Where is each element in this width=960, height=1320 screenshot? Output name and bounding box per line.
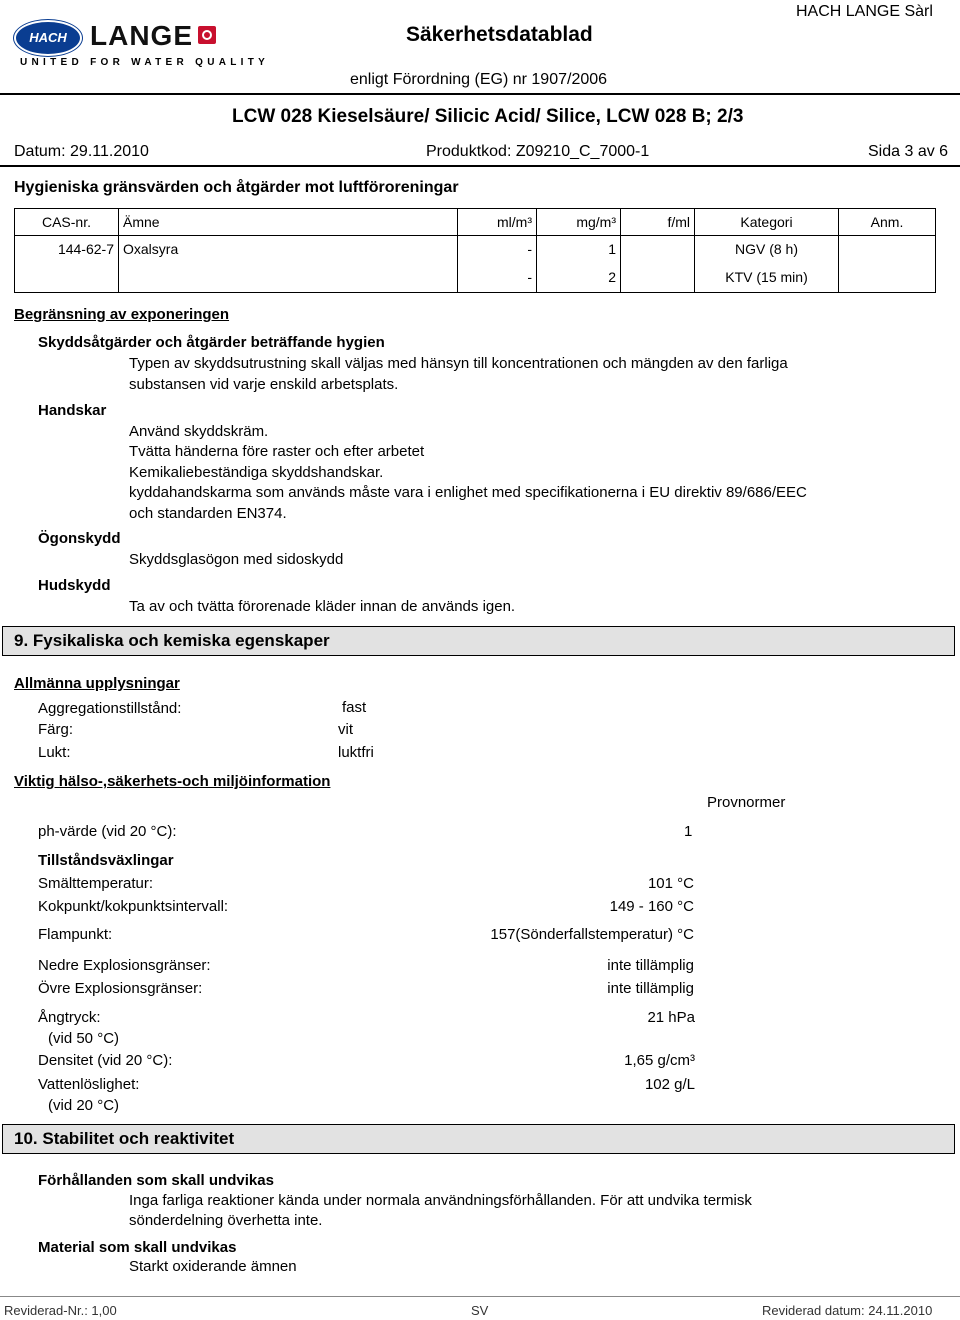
- hygiene-heading: Skyddsåtgärder och åtgärder beträffande hygien: [38, 334, 385, 351]
- product-title: LCW 028 Kieselsäure/ Silicic Acid/ Silice, LCW 028 B; 2/3: [232, 106, 744, 127]
- skin-label: Hudskydd: [38, 577, 111, 594]
- header-rule-top: [0, 93, 960, 95]
- solubility-label: Vattenlöslighet:: [38, 1076, 140, 1093]
- table-header-row: [15, 209, 936, 236]
- avoid-materials-heading: Material som skall undvikas: [38, 1239, 237, 1256]
- eyes-text: Skyddsglasögon med sidoskydd: [129, 551, 344, 568]
- cell-fml: [621, 236, 695, 263]
- revision-date: Reviderad datum: 24.11.2010: [762, 1303, 933, 1318]
- hygiene-text-line1: Typen av skyddsutrustning skall väljas med hänsyn till koncentrationen och mängden av den farliga: [129, 355, 788, 372]
- important-info-heading: Viktig hälso-,säkerhets-och miljöinformation: [14, 773, 331, 790]
- hands-label: Handskar: [38, 402, 107, 419]
- upper-explosion-label: Övre Explosionsgränser:: [38, 980, 203, 997]
- document-title: Säkerhetsdatablad: [406, 23, 593, 46]
- col-fml: f/ml: [621, 209, 695, 236]
- limits-heading: Hygieniska gränsvärden och åtgärder mot luftföroreningar: [14, 179, 459, 196]
- ph-value: 1: [684, 823, 693, 840]
- exposure-limits-table: [14, 208, 936, 293]
- color-label: Färg:: [38, 721, 74, 738]
- cell-cas: [15, 262, 119, 293]
- section-10-header: [2, 1124, 955, 1154]
- section-9-header: [2, 626, 955, 656]
- cell-mg: 1: [537, 236, 621, 263]
- col-cas: CAS-nr.: [15, 209, 119, 236]
- cell-cas: 144-62-7: [15, 236, 119, 263]
- cell-ml: -: [458, 262, 537, 293]
- lange-logo-mark-icon: [198, 26, 216, 44]
- boiling-label: Kokpunkt/kokpunktsintervall:: [38, 898, 229, 915]
- regulation-text: enligt Förordning (EG) nr 1907/2006: [350, 71, 608, 88]
- cell-note: [839, 236, 936, 263]
- avoid-conditions-text-line1: Inga farliga reaktioner kända under normala användningsförhållanden. För att undvika termisk: [129, 1192, 752, 1209]
- lange-logo: LANGE: [90, 20, 193, 51]
- hach-logo-text: HACH: [29, 30, 67, 45]
- col-ml: ml/m³: [458, 209, 537, 236]
- lower-explosion-label: Nedre Explosionsgränser:: [38, 957, 211, 974]
- col-mg: mg/m³: [537, 209, 621, 236]
- cell-mg: 2: [537, 262, 621, 293]
- hygiene-text-line2: substansen vid varje enskild arbetsplats.: [129, 376, 399, 393]
- cell-fml: [621, 262, 695, 293]
- language-code: SV: [471, 1303, 489, 1318]
- page-number: Sida 3 av 6: [868, 143, 949, 160]
- hands-text-line: Använd skyddskräm.: [129, 423, 269, 440]
- transitions-heading: Tillståndsväxlingar: [38, 852, 174, 869]
- cell-category: KTV (15 min): [695, 262, 839, 293]
- boiling-value: 149 - 160 °C: [609, 898, 694, 915]
- section-10-title: 10. Stabilitet och reaktivitet: [14, 1129, 235, 1148]
- header-rule-bottom: [0, 165, 960, 167]
- hands-text-line: kyddahandskarma som används måste vara i enlighet med specifikationerna i EU direktiv 89/686/EEC: [129, 484, 807, 501]
- vapor-pressure-label: Ångtryck:: [38, 1009, 101, 1026]
- logo-tagline: UNITED FOR WATER QUALITY: [20, 57, 270, 68]
- upper-explosion-value: inte tillämplig: [607, 980, 694, 997]
- avoid-conditions-heading: Förhållanden som skall undvikas: [38, 1172, 274, 1189]
- footer-rule: [0, 1296, 960, 1297]
- product-code: Produktkod: Z09210_C_7000-1: [426, 143, 650, 160]
- state-value: fast: [342, 699, 367, 716]
- cell-substance: Oxalsyra: [119, 236, 458, 263]
- density-value: 1,65 g/cm³: [624, 1052, 695, 1069]
- ph-label: ph-värde (vid 20 °C):: [38, 823, 177, 840]
- table-row: [15, 262, 936, 293]
- col-note: Anm.: [839, 209, 936, 236]
- cell-category: NGV (8 h): [695, 236, 839, 263]
- eyes-label: Ögonskydd: [38, 530, 121, 547]
- col-substance: Ämne: [119, 209, 458, 236]
- hands-text-line: Kemikaliebeständiga skyddshandskar.: [129, 464, 384, 481]
- company-name: HACH LANGE Sàrl: [796, 3, 933, 20]
- density-label: Densitet (vid 20 °C):: [38, 1052, 173, 1069]
- exposure-heading: Begränsning av exponeringen: [14, 306, 230, 323]
- avoid-materials-text: Starkt oxiderande ämnen: [129, 1258, 297, 1275]
- general-info-heading: Allmänna upplysningar: [14, 675, 180, 692]
- solubility-value: 102 g/L: [644, 1076, 695, 1093]
- flash-value: 157(Sönderfallstemperatur) °C: [490, 926, 694, 943]
- vapor-pressure-value: 21 hPa: [647, 1009, 695, 1026]
- document-date: Datum: 29.11.2010: [14, 143, 149, 160]
- hands-text-line: och standarden EN374.: [129, 505, 287, 522]
- hach-logo: [14, 20, 82, 56]
- state-label: Aggregationstillstånd:: [38, 700, 182, 717]
- avoid-conditions-text-line2: sönderdelning överhetta inte.: [129, 1212, 323, 1229]
- col-category: Kategori: [695, 209, 839, 236]
- melting-label: Smälttemperatur:: [38, 875, 154, 892]
- vapor-pressure-condition: (vid 50 °C): [48, 1030, 120, 1047]
- odor-label: Lukt:: [38, 744, 71, 761]
- table-row: [15, 236, 936, 263]
- cell-note: [839, 262, 936, 293]
- flash-label: Flampunkt:: [38, 926, 113, 943]
- lower-explosion-value: inte tillämplig: [607, 957, 694, 974]
- revision-number: Reviderad-Nr.: 1,00: [4, 1303, 117, 1318]
- melting-value: 101 °C: [647, 875, 694, 892]
- odor-value: luktfri: [338, 744, 374, 761]
- section-9-title: 9. Fysikaliska och kemiska egenskaper: [14, 631, 330, 650]
- cell-substance: [119, 262, 458, 293]
- color-value: vit: [338, 721, 353, 738]
- skin-text: Ta av och tvätta förorenade kläder innan de används igen.: [129, 598, 516, 615]
- test-standards-label: Provnormer: [707, 794, 786, 811]
- hands-text-line: Tvätta händerna före raster och efter arbetet: [129, 443, 425, 460]
- cell-ml: -: [458, 236, 537, 263]
- solubility-condition: (vid 20 °C): [48, 1097, 120, 1114]
